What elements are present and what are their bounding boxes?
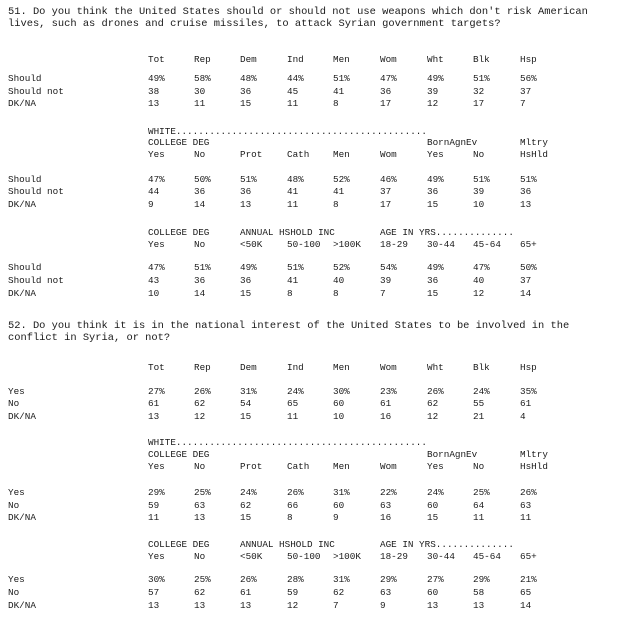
column-header: ANNUAL HSHOLD INC xyxy=(240,539,335,550)
cell-value: 22% xyxy=(380,487,397,498)
cell-value: 36 xyxy=(194,275,206,286)
cell-value: 7 xyxy=(333,600,339,611)
cell-value: 9 xyxy=(380,600,386,611)
column-header: Wht xyxy=(427,362,444,373)
banner-row xyxy=(0,437,617,448)
cell-value: 11 xyxy=(287,199,299,210)
column-header: BornAgnEv xyxy=(427,449,478,460)
cell-value: 59 xyxy=(287,587,299,598)
cell-value: 15 xyxy=(427,512,439,523)
cell-value: 66 xyxy=(287,500,299,511)
header-row-2 xyxy=(0,461,617,472)
column-header: COLLEGE DEG xyxy=(148,137,210,148)
cell-value: 39 xyxy=(380,275,392,286)
cell-value: 58 xyxy=(473,587,485,598)
column-header: Hsp xyxy=(520,54,537,65)
cell-value: 12 xyxy=(427,411,439,422)
row-label: Should xyxy=(8,73,42,84)
data-row xyxy=(0,574,617,585)
cell-value: 12 xyxy=(473,288,485,299)
cell-value: 9 xyxy=(148,199,154,210)
row-label: Should xyxy=(8,174,42,185)
cell-value: 39 xyxy=(473,186,485,197)
cell-value: 36 xyxy=(240,86,252,97)
row-label: No xyxy=(8,587,20,598)
cell-value: 36 xyxy=(380,86,392,97)
cell-value: 12 xyxy=(194,411,206,422)
row-label: DK/NA xyxy=(8,199,36,210)
cell-value: 27% xyxy=(148,386,165,397)
data-row xyxy=(0,262,617,273)
cell-value: 39 xyxy=(427,86,439,97)
question-51-text: 51. Do you think the United States should or should not use weapons which don't risk American lives, such as drones and cruise missiles, to attack Syrian government targets? xyxy=(8,6,595,30)
column-subheader: No xyxy=(194,239,206,250)
column-header: Dem xyxy=(240,54,257,65)
cell-value: 49% xyxy=(240,262,257,273)
row-label: Should not xyxy=(8,186,64,197)
cell-value: 13 xyxy=(520,199,532,210)
cell-value: 65 xyxy=(520,587,532,598)
column-header: Tot xyxy=(148,54,165,65)
cell-value: 16 xyxy=(380,512,392,523)
cell-value: 37 xyxy=(520,86,532,97)
cell-value: 30% xyxy=(333,386,350,397)
cell-value: 51% xyxy=(520,174,537,185)
cell-value: 49% xyxy=(427,174,444,185)
column-header: COLLEGE DEG xyxy=(148,449,210,460)
row-label: DK/NA xyxy=(8,288,36,299)
cell-value: 36 xyxy=(240,275,252,286)
cell-value: 54% xyxy=(380,262,397,273)
column-subheader: Men xyxy=(333,149,350,160)
cell-value: 31% xyxy=(240,386,257,397)
cell-value: 37 xyxy=(520,275,532,286)
column-subheader: Yes xyxy=(148,461,165,472)
column-subheader: 50-100 xyxy=(287,239,321,250)
data-row xyxy=(0,398,617,409)
cell-value: 15 xyxy=(240,411,252,422)
cell-value: 38 xyxy=(148,86,160,97)
cell-value: 14 xyxy=(520,600,532,611)
row-label: Should not xyxy=(8,86,64,97)
cell-value: 37 xyxy=(380,186,392,197)
cell-value: 55 xyxy=(473,398,485,409)
cell-value: 24% xyxy=(473,386,490,397)
cell-value: 8 xyxy=(333,288,339,299)
cell-value: 15 xyxy=(240,288,252,299)
cell-value: 60 xyxy=(427,587,439,598)
cell-value: 26% xyxy=(427,386,444,397)
cell-value: 13 xyxy=(240,600,252,611)
cell-value: 63 xyxy=(520,500,532,511)
cell-value: 25% xyxy=(473,487,490,498)
cell-value: 14 xyxy=(520,288,532,299)
cell-value: 29% xyxy=(148,487,165,498)
cell-value: 15 xyxy=(240,512,252,523)
question-52-text: 52. Do you think it is in the national interest of the United States to be involved in the conflict in Syria, or not? xyxy=(8,320,576,344)
cell-value: 36 xyxy=(427,186,439,197)
cell-value: 51% xyxy=(287,262,304,273)
header-row-1 xyxy=(0,227,617,238)
cell-value: 11 xyxy=(194,98,206,109)
cell-value: 51% xyxy=(240,174,257,185)
cell-value: 26% xyxy=(520,487,537,498)
cell-value: 56% xyxy=(520,73,537,84)
cell-value: 49% xyxy=(427,73,444,84)
cell-value: 13 xyxy=(148,98,160,109)
cell-value: 26% xyxy=(194,386,211,397)
column-subheader: Cath xyxy=(287,149,310,160)
cell-value: 48% xyxy=(287,174,304,185)
header-row-1 xyxy=(0,137,617,148)
column-header: COLLEGE DEG xyxy=(148,539,210,550)
column-header: Men xyxy=(333,362,350,373)
cell-value: 8 xyxy=(287,512,293,523)
column-subheader: Wom xyxy=(380,149,397,160)
column-header: AGE IN YRS.............. xyxy=(380,539,514,550)
column-header: Men xyxy=(333,54,350,65)
data-row xyxy=(0,174,617,185)
column-subheader: No xyxy=(473,461,485,472)
column-subheader: Yes xyxy=(148,149,165,160)
cell-value: 17 xyxy=(380,98,392,109)
row-label: DK/NA xyxy=(8,600,36,611)
banner-row xyxy=(0,126,617,137)
column-subheader: <50K xyxy=(240,551,263,562)
column-subheader: HsHld xyxy=(520,461,548,472)
column-header: COLLEGE DEG xyxy=(148,227,210,238)
cell-value: 26% xyxy=(287,487,304,498)
row-label: No xyxy=(8,398,20,409)
cell-value: 51% xyxy=(194,262,211,273)
cell-value: 11 xyxy=(287,411,299,422)
cell-value: 15 xyxy=(240,98,252,109)
cell-value: 30 xyxy=(194,86,206,97)
column-subheader: 30-44 xyxy=(427,239,455,250)
cell-value: 61 xyxy=(520,398,532,409)
cell-value: 13 xyxy=(240,199,252,210)
header-row-1 xyxy=(0,54,617,65)
data-row xyxy=(0,512,617,523)
cell-value: 11 xyxy=(520,512,532,523)
cell-value: 48% xyxy=(240,73,257,84)
cell-value: 61 xyxy=(148,398,160,409)
column-subheader: <50K xyxy=(240,239,263,250)
row-label: Yes xyxy=(8,487,25,498)
cell-value: 62 xyxy=(194,398,206,409)
column-subheader: 18-29 xyxy=(380,239,408,250)
column-subheader: Prot xyxy=(240,149,263,160)
cell-value: 29% xyxy=(473,574,490,585)
cell-value: 65 xyxy=(287,398,299,409)
cell-value: 13 xyxy=(427,600,439,611)
data-row xyxy=(0,186,617,197)
cell-value: 11 xyxy=(148,512,160,523)
cell-value: 36 xyxy=(194,186,206,197)
data-row xyxy=(0,411,617,422)
cell-value: 4 xyxy=(520,411,526,422)
cell-value: 15 xyxy=(427,199,439,210)
cell-value: 13 xyxy=(473,600,485,611)
cell-value: 47% xyxy=(148,174,165,185)
cell-value: 52% xyxy=(333,262,350,273)
column-header: Tot xyxy=(148,362,165,373)
cell-value: 44 xyxy=(148,186,160,197)
column-subheader: HsHld xyxy=(520,149,548,160)
cell-value: 13 xyxy=(148,411,160,422)
cell-value: 49% xyxy=(148,73,165,84)
cell-value: 8 xyxy=(333,98,339,109)
cell-value: 26% xyxy=(240,574,257,585)
cell-value: 10 xyxy=(333,411,345,422)
cell-value: 25% xyxy=(194,574,211,585)
cell-value: 31% xyxy=(333,487,350,498)
cell-value: 62 xyxy=(240,500,252,511)
cell-value: 47% xyxy=(473,262,490,273)
column-header: Mltry xyxy=(520,449,548,460)
column-header: Hsp xyxy=(520,362,537,373)
cell-value: 24% xyxy=(240,487,257,498)
cell-value: 7 xyxy=(380,288,386,299)
row-label: DK/NA xyxy=(8,98,36,109)
column-subheader: Yes xyxy=(427,461,444,472)
column-subheader: Yes xyxy=(427,149,444,160)
column-subheader: 65+ xyxy=(520,551,537,562)
cell-value: 36 xyxy=(520,186,532,197)
column-subheader: 18-29 xyxy=(380,551,408,562)
cell-value: 7 xyxy=(520,98,526,109)
row-label: Should xyxy=(8,262,42,273)
cell-value: 63 xyxy=(194,500,206,511)
column-subheader: Wom xyxy=(380,461,397,472)
column-header: Wom xyxy=(380,54,397,65)
cell-value: 43 xyxy=(148,275,160,286)
cell-value: 47% xyxy=(148,262,165,273)
cell-value: 21 xyxy=(473,411,485,422)
column-subheader: >100K xyxy=(333,239,361,250)
cell-value: 63 xyxy=(380,587,392,598)
cell-value: 25% xyxy=(194,487,211,498)
cell-value: 31% xyxy=(333,574,350,585)
cell-value: 40 xyxy=(473,275,485,286)
cell-value: 50% xyxy=(520,262,537,273)
column-subheader: 50-100 xyxy=(287,551,321,562)
cell-value: 61 xyxy=(380,398,392,409)
banner-white: WHITE............................................. xyxy=(148,126,427,137)
row-label: Yes xyxy=(8,574,25,585)
column-header: Dem xyxy=(240,362,257,373)
cell-value: 27% xyxy=(427,574,444,585)
column-header: Wht xyxy=(427,54,444,65)
cell-value: 62 xyxy=(333,587,345,598)
cell-value: 11 xyxy=(473,512,485,523)
cell-value: 62 xyxy=(194,587,206,598)
column-subheader: >100K xyxy=(333,551,361,562)
header-row-2 xyxy=(0,239,617,250)
cell-value: 24% xyxy=(287,386,304,397)
cell-value: 63 xyxy=(380,500,392,511)
cell-value: 13 xyxy=(194,600,206,611)
cell-value: 44% xyxy=(287,73,304,84)
cell-value: 14 xyxy=(194,199,206,210)
row-label: DK/NA xyxy=(8,411,36,422)
cell-value: 36 xyxy=(240,186,252,197)
column-header: Mltry xyxy=(520,137,548,148)
cell-value: 61 xyxy=(240,587,252,598)
row-label: Should not xyxy=(8,275,64,286)
cell-value: 41 xyxy=(333,86,345,97)
cell-value: 47% xyxy=(380,73,397,84)
data-row xyxy=(0,600,617,611)
cell-value: 8 xyxy=(287,288,293,299)
cell-value: 15 xyxy=(427,288,439,299)
cell-value: 11 xyxy=(287,98,299,109)
column-header: AGE IN YRS.............. xyxy=(380,227,514,238)
column-header: ANNUAL HSHOLD INC xyxy=(240,227,335,238)
data-row xyxy=(0,587,617,598)
column-subheader: Yes xyxy=(148,551,165,562)
cell-value: 23% xyxy=(380,386,397,397)
cell-value: 12 xyxy=(287,600,299,611)
cell-value: 21% xyxy=(520,574,537,585)
cell-value: 40 xyxy=(333,275,345,286)
cell-value: 14 xyxy=(194,288,206,299)
column-subheader: Yes xyxy=(148,239,165,250)
cell-value: 64 xyxy=(473,500,485,511)
cell-value: 30% xyxy=(148,574,165,585)
cell-value: 41 xyxy=(333,186,345,197)
header-row-2 xyxy=(0,149,617,160)
cell-value: 13 xyxy=(194,512,206,523)
cell-value: 12 xyxy=(427,98,439,109)
cell-value: 17 xyxy=(473,98,485,109)
column-subheader: Cath xyxy=(287,461,310,472)
data-row xyxy=(0,86,617,97)
banner-white: WHITE............................................. xyxy=(148,437,427,448)
cell-value: 49% xyxy=(427,262,444,273)
data-row xyxy=(0,73,617,84)
data-row xyxy=(0,487,617,498)
column-header: Rep xyxy=(194,362,211,373)
column-subheader: 45-64 xyxy=(473,239,501,250)
column-header: Rep xyxy=(194,54,211,65)
cell-value: 10 xyxy=(148,288,160,299)
cell-value: 10 xyxy=(473,199,485,210)
cell-value: 28% xyxy=(287,574,304,585)
cell-value: 54 xyxy=(240,398,252,409)
cell-value: 24% xyxy=(427,487,444,498)
cell-value: 29% xyxy=(380,574,397,585)
cell-value: 57 xyxy=(148,587,160,598)
cell-value: 51% xyxy=(333,73,350,84)
column-subheader: 45-64 xyxy=(473,551,501,562)
cell-value: 62 xyxy=(427,398,439,409)
cell-value: 41 xyxy=(287,275,299,286)
cell-value: 8 xyxy=(333,199,339,210)
row-label: No xyxy=(8,500,20,511)
row-label: DK/NA xyxy=(8,512,36,523)
column-subheader: No xyxy=(194,551,206,562)
column-subheader: No xyxy=(194,149,206,160)
header-row-2 xyxy=(0,551,617,562)
cell-value: 59 xyxy=(148,500,160,511)
cell-value: 52% xyxy=(333,174,350,185)
column-header: Blk xyxy=(473,54,490,65)
column-subheader: Prot xyxy=(240,461,263,472)
cell-value: 51% xyxy=(473,73,490,84)
cell-value: 35% xyxy=(520,386,537,397)
cell-value: 50% xyxy=(194,174,211,185)
cell-value: 60 xyxy=(333,398,345,409)
data-row xyxy=(0,275,617,286)
column-header: Wom xyxy=(380,362,397,373)
cell-value: 13 xyxy=(148,600,160,611)
column-subheader: 65+ xyxy=(520,239,537,250)
cell-value: 9 xyxy=(333,512,339,523)
cell-value: 41 xyxy=(287,186,299,197)
header-row-1 xyxy=(0,362,617,373)
cell-value: 17 xyxy=(380,199,392,210)
data-row xyxy=(0,500,617,511)
cell-value: 36 xyxy=(427,275,439,286)
cell-value: 60 xyxy=(427,500,439,511)
cell-value: 46% xyxy=(380,174,397,185)
data-row xyxy=(0,386,617,397)
cell-value: 58% xyxy=(194,73,211,84)
column-subheader: Men xyxy=(333,461,350,472)
cell-value: 60 xyxy=(333,500,345,511)
column-header: Ind xyxy=(287,54,304,65)
column-subheader: 30-44 xyxy=(427,551,455,562)
cell-value: 51% xyxy=(473,174,490,185)
cell-value: 16 xyxy=(380,411,392,422)
row-label: Yes xyxy=(8,386,25,397)
column-subheader: No xyxy=(194,461,206,472)
column-header: Blk xyxy=(473,362,490,373)
data-row xyxy=(0,199,617,210)
header-row-1 xyxy=(0,539,617,550)
column-header: BornAgnEv xyxy=(427,137,478,148)
data-row xyxy=(0,98,617,109)
cell-value: 45 xyxy=(287,86,299,97)
data-row xyxy=(0,288,617,299)
column-header: Ind xyxy=(287,362,304,373)
column-subheader: No xyxy=(473,149,485,160)
header-row-1 xyxy=(0,449,617,460)
cell-value: 32 xyxy=(473,86,485,97)
